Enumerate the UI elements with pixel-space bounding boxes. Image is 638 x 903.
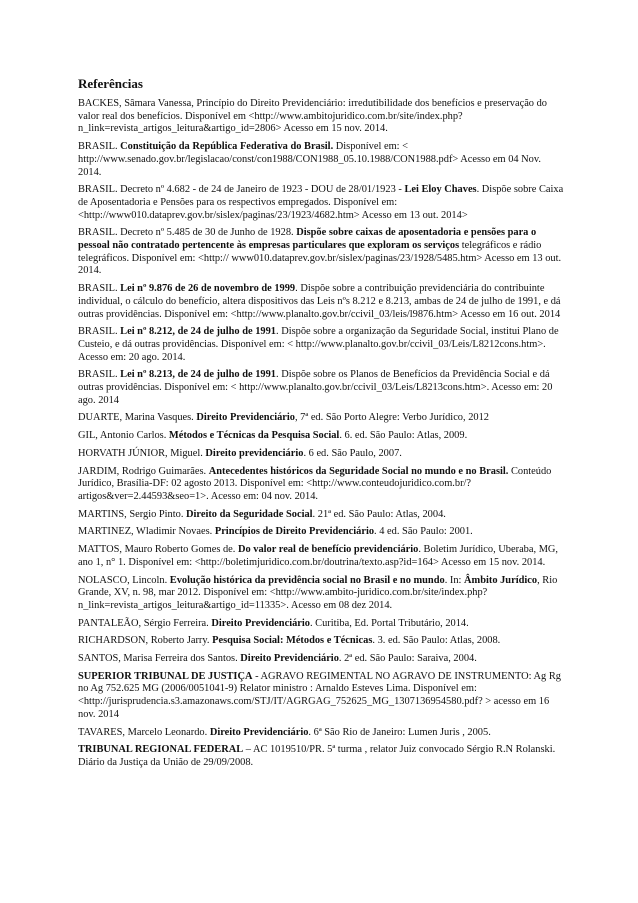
- reference-item: PANTALEÃO, Sérgio Ferreira. Direito Previdenciário. Curitiba, Ed. Portal Tributário, 2014.: [78, 617, 469, 629]
- reference-item: SANTOS, Marisa Ferreira dos Santos. Direito Previdenciário. 2ª ed. São Paulo: Saraiva, 2004.: [78, 653, 477, 665]
- reference-item: DUARTE, Marina Vasques. Direito Previdenciário, 7ª ed. São Porto Alegre: Verbo Jurídico, 2012: [78, 412, 489, 424]
- reference-item: BRASIL. Decreto nº 4.682 - de 24 de Janeiro de 1923 - DOU de 28/01/1923 - Lei Eloy Chaves. Dispõe sobre Caixa de Aposentadoria e Pensões para os respectivos empregados. Disponível em: <http://www010.dataprev.gov.br/sislex/paginas/23/1923/4682.htm> Acesso em 13 out. 2014>: [78, 184, 564, 221]
- reference-item: BRASIL. Lei nº 8.212, de 24 de julho de 1991. Dispõe sobre a organização da Seguridade Social, institui Plano de Custeio, e dá outras providências. Disponível em: < http://www.planalto.gov.br/ccivil_03/Leis/L8212cons.htm>. Acesso em: 20 ago. 2014.: [78, 326, 559, 363]
- reference-item: BRASIL. Lei nº 9.876 de 26 de novembro de 1999. Dispõe sobre a contribuição previdenciária do contribuinte individual, o cálculo do benefício, altera dispositivos das Leis nºs 8.212 e 8.213, ambas de 24 de julho de 1991, e dá outras providências. Disponível em: <http://www.planalto.gov.br/ccivil_03/leis/l9876.htm> Acesso em 16 out. 2014: [78, 283, 561, 320]
- reference-item: TRIBUNAL REGIONAL FEDERAL – AC 1019510/PR. 5ª turma , relator Juiz convocado Sérgio R.N Rolanski. Diário da Justiça da União de 29/09/2008.: [78, 744, 556, 768]
- reference-item: GIL, Antonio Carlos. Métodos e Técnicas da Pesquisa Social. 6. ed. São Paulo: Atlas, 2009.: [78, 430, 468, 442]
- reference-item: HORVATH JÚNIOR, Miguel. Direito previdenciário. 6 ed. São Paulo, 2007.: [78, 447, 402, 459]
- page-title: Referências: [78, 76, 143, 91]
- reference-item: BRASIL. Constituição da República Federativa do Brasil. Disponível em: < http://www.senado.gov.br/legislacao/const/con1988/CON1988_05.10.1988/CON1988.pdf> Acesso em 04 Nov. 2014.: [78, 141, 541, 178]
- reference-item: TAVARES, Marcelo Leonardo. Direito Previdenciário. 6ª São Rio de Janeiro: Lumen Juris , 2005.: [78, 726, 491, 738]
- reference-item: BACKES, Sâmara Vanessa, Princípio do Direito Previdenciário: irredutibilidade dos benefícios e preservação do valor real dos benefícios. Disponível em <http://www.ambitojuridico.com.br/site/index.php?n_link=revista_artigos_leitura&artigo_id=2806> Acesso em 15 nov. 2014.: [78, 98, 547, 135]
- reference-item: MARTINS, Sergio Pinto. Direito da Seguridade Social. 21ª ed. São Paulo: Atlas, 2004.: [78, 508, 446, 520]
- reference-item: SUPERIOR TRIBUNAL DE JUSTIÇA - AGRAVO REGIMENTAL NO AGRAVO DE INSTRUMENTO: Ag Rg no Ag 752.625 MG (2006/0051041-9) Relator ministro : Arnaldo Esteves Lima. Disponível em:<http://jurisprudencia.s3.amazonaws.com/STJ/IT/AGRGAG_752625_MG_1307136954580.pdf? > acesso em 16 nov. 2014: [78, 670, 561, 720]
- reference-item: MARTINEZ, Wladimir Novaes. Princípios de Direito Previdenciário. 4 ed. São Paulo: 2001.: [78, 526, 473, 538]
- reference-item: NOLASCO, Lincoln. Evolução histórica da previdência social no Brasil e no mundo. In: Âmbito Jurídico, Rio Grande, XV, n. 98, mar 2012. Disponível em: <http://www.ambito-juridico.com.br/site/index.php?n_link=revista_artigos_leitura&artigo_id=11335>. Acesso em 08 dez 2014.: [78, 574, 558, 611]
- references-page: [78, 76, 564, 775]
- reference-item: RICHARDSON, Roberto Jarry. Pesquisa Social: Métodos e Técnicas. 3. ed. São Paulo: Atlas, 2008.: [78, 635, 501, 647]
- reference-item: BRASIL. Decreto nº 5.485 de 30 de Junho de 1928. Dispõe sobre caixas de aposentadoria e pensões para o pessoal não contratado pertencente às empresas particulares que exploram os serviços telegráficos e rádio telegráficos. Disponível em: <http:// www010.dataprev.gov.br/sislex/paginas/23/1928/5485.htm> Acesso em 13 out. 2014.: [78, 227, 562, 277]
- reference-item: BRASIL. Lei nº 8.213, de 24 de julho de 1991. Dispõe sobre os Planos de Benefícios da Previdência Social e dá outras providências. Disponível em: < http://www.planalto.gov.br/ccivil_03/Leis/L8213cons.htm>. Acesso em: 20 ago. 2014: [78, 369, 553, 406]
- reference-item: MATTOS, Mauro Roberto Gomes de. Do valor real de benefício previdenciário. Boletim Jurídico, Uberaba, MG, ano 1, n° 1. Disponível em: <http://boletimjuridico.com.br/doutrina/texto.asp?id=164> Acesso em 15 nov. 2014.: [78, 544, 559, 568]
- reference-item: JARDIM, Rodrigo Guimarães. Antecedentes históricos da Seguridade Social no mundo e no Brasil. Conteúdo Jurídico, Brasília-DF: 02 agosto 2013. Disponível em: <http://www.conteudojuridico.com.br/?artigos&ver=2.44593&seo=1>. Acesso em: 04 nov. 2014.: [78, 465, 552, 502]
